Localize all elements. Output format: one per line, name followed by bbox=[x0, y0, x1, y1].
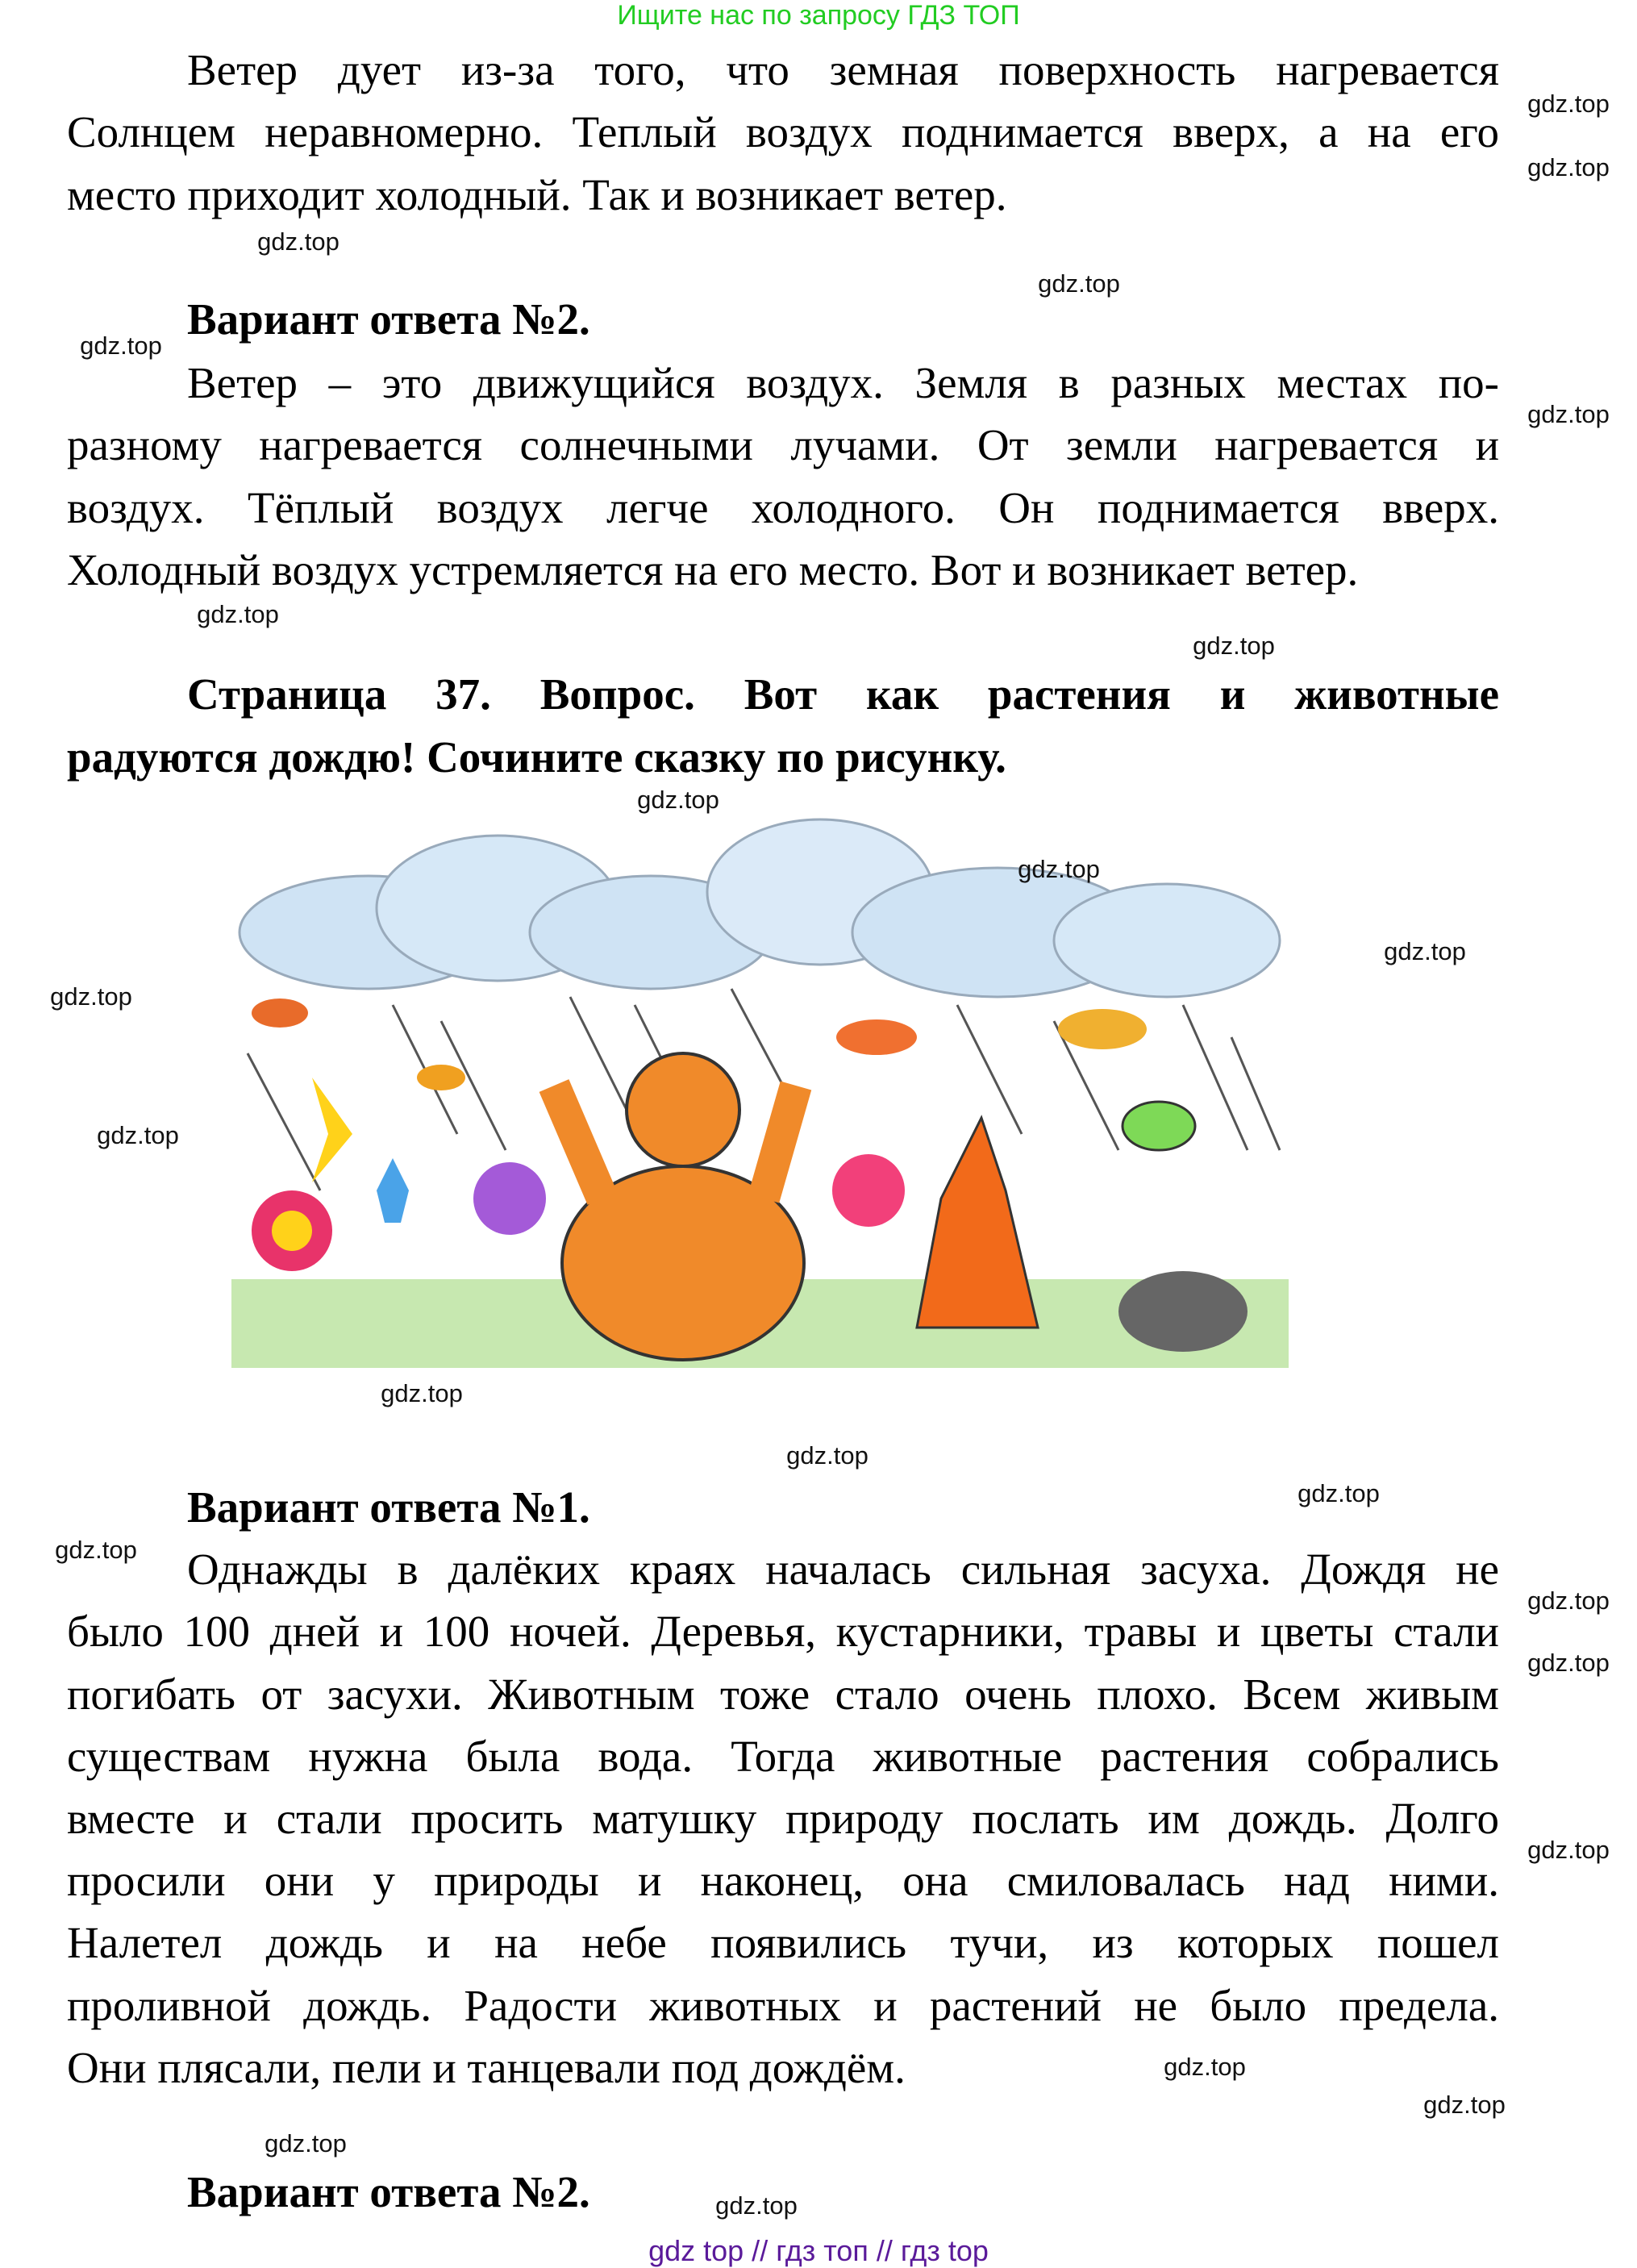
variant2-line: Ветер – это движущийся воздух. Земля в разных местах по- bbox=[187, 358, 1499, 407]
watermark: gdz.top bbox=[1527, 1649, 1610, 1677]
question-heading: Страница 37. Вопрос. Вот как растения и животные bbox=[187, 669, 1499, 719]
watermark: gdz.top bbox=[1527, 1586, 1610, 1615]
watermark: gdz.top bbox=[637, 786, 719, 814]
watermark: gdz.top bbox=[1018, 855, 1100, 883]
variant1-line: вместе и стали просить матушку природу послать им дождь. Долго bbox=[67, 1794, 1499, 1843]
footer-links[interactable]: gdz top // гдз топ // гдз top bbox=[648, 2234, 989, 2267]
variant1-line: проливной дождь. Радости животных и растений не было предела. bbox=[67, 1981, 1499, 2030]
watermark: gdz.top bbox=[381, 1379, 463, 1407]
watermark: gdz.top bbox=[1164, 2053, 1246, 2081]
variant1-line: Они плясали, пели и танцевали под дождём. bbox=[67, 2043, 906, 2092]
paragraph1-line: Ветер дует из-за того, что земная поверхность нагревается bbox=[187, 45, 1499, 94]
variant2-line: воздух. Тёплый воздух легче холодного. Он поднимается вверх. bbox=[67, 483, 1499, 532]
variant1-heading: Вариант ответа №1. bbox=[187, 1482, 590, 1532]
paragraph1-line: Солнцем неравномерно. Теплый воздух поднимается вверх, а на его bbox=[67, 107, 1499, 156]
variant2-line: Холодный воздух устремляется на его место. Вот и возникает ветер. bbox=[67, 545, 1359, 594]
bear bbox=[554, 1053, 804, 1360]
watermark: gdz.top bbox=[1423, 2091, 1506, 2119]
variant1-line: погибать от засухи. Животным тоже стало очень плохо. Всем живым bbox=[67, 1670, 1499, 1719]
watermark: gdz.top bbox=[1527, 90, 1610, 118]
watermark: gdz.top bbox=[1298, 1479, 1380, 1507]
watermark: gdz.top bbox=[50, 982, 132, 1011]
watermark: gdz.top bbox=[1527, 400, 1610, 428]
rain-illustration bbox=[231, 811, 1289, 1376]
rain-clouds bbox=[240, 819, 1280, 997]
variant2-line: разному нагревается солнечными лучами. От земли нагревается и bbox=[67, 420, 1499, 469]
watermark: gdz.top bbox=[97, 1121, 179, 1149]
watermark: gdz.top bbox=[265, 2129, 347, 2158]
variant1-line: Однажды в далёких краях началась сильная засуха. Дождя не bbox=[187, 1545, 1499, 1594]
fox bbox=[917, 1118, 1038, 1328]
watermark: gdz.top bbox=[257, 227, 339, 256]
paragraph1-line: место приходит холодный. Так и возникает ветер. bbox=[67, 170, 1007, 219]
variant1-line: просили они у природы и наконец, она смиловалась над ними. bbox=[67, 1856, 1499, 1905]
variant1-line: существам нужна была вода. Тогда животные растения собрались bbox=[67, 1732, 1499, 1781]
question-heading: радуются дождю! Сочините сказку по рисунку. bbox=[67, 732, 1006, 782]
variant1-line: Налетел дождь и на небе появились тучи, из которых пошел bbox=[67, 1918, 1499, 1967]
watermark: gdz.top bbox=[55, 1536, 137, 1564]
frog bbox=[1123, 1102, 1195, 1150]
watermark: gdz.top bbox=[1038, 269, 1120, 298]
top-banner: Ищите нас по запросу ГДЗ ТОП bbox=[617, 0, 1020, 31]
hedgehog bbox=[1118, 1271, 1248, 1352]
watermark: gdz.top bbox=[786, 1441, 868, 1470]
watermark: gdz.top bbox=[1384, 937, 1466, 965]
watermark: gdz.top bbox=[1527, 1836, 1610, 1864]
variant2b-heading: Вариант ответа №2. bbox=[187, 2167, 590, 2216]
watermark: gdz.top bbox=[1527, 153, 1610, 181]
variant1-line: было 100 дней и 100 ночей. Деревья, кустарники, травы и цветы стали bbox=[67, 1607, 1499, 1656]
watermark: gdz.top bbox=[80, 331, 162, 360]
watermark: gdz.top bbox=[1193, 632, 1275, 660]
watermark: gdz.top bbox=[715, 2191, 798, 2220]
watermark: gdz.top bbox=[197, 600, 279, 628]
variant2-heading: Вариант ответа №2. bbox=[187, 294, 590, 344]
